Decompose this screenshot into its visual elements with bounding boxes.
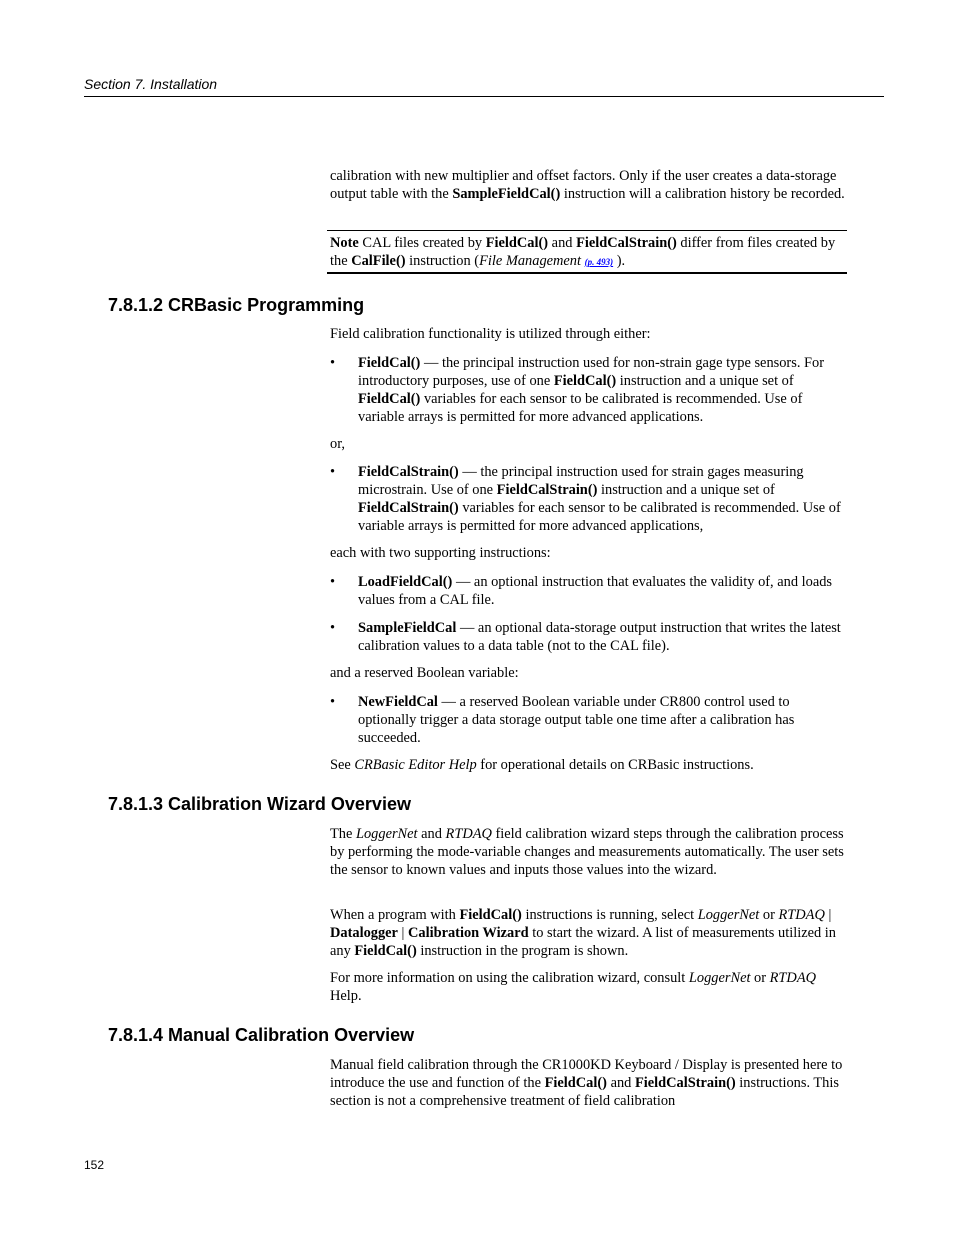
paragraph-bold: FieldCal() [354,943,417,959]
paragraph [330,825,846,879]
paragraph-bold: FieldCal() [544,1075,607,1091]
paragraph [330,756,846,774]
list-item [330,354,846,426]
note-box [327,230,847,274]
section-heading-manual: 7.8.1.4 Manual Calibration Overview [108,1025,415,1045]
paragraph [330,906,846,960]
note-label: Note [330,235,359,251]
bullet-icon: • [330,694,336,710]
paragraph-text: and [417,826,446,842]
paragraph-bold: Calibration Wizard [408,925,529,941]
section-label: Section 7. Installation [84,76,218,92]
note-text: differ from files created by the [330,235,836,269]
section-heading-wizard: 7.8.1.3 Calibration Wizard Overview [108,794,411,814]
page-reference-link[interactable]: (p. 493) [584,257,614,267]
item-text: variables for each sensor to be calibrated is recommended. Use of variable arrays is permitted for more advanced applications, [358,500,841,534]
bullet-icon: • [330,620,336,636]
paragraph-italic: RTDAQ [778,907,825,923]
list-item [330,463,846,535]
paragraph-bold: FieldCal() [459,907,522,923]
bullet-icon: • [330,574,336,590]
paragraph-text: or [750,970,770,986]
paragraph-text: each with two supporting instructions: [330,545,551,561]
paragraph-italic: CRBasic Editor Help [354,757,477,773]
paragraph-text: | [397,925,409,941]
running-header [84,76,884,97]
paragraph-italic: RTDAQ [445,826,492,842]
item-text: — an optional data-storage output instruction that writes the latest calibration values to a data table (not to the CAL file). [358,620,841,654]
bullet-icon: • [330,355,336,371]
paragraph-text: instructions. This section is not a comprehensive treatment of field calibration [330,1075,839,1109]
item-text: — an optional instruction that evaluates the validity of, and loads values from a CAL file. [358,574,833,608]
intro-text-1: calibration with new multiplier and offset factors. Only if the user creates a data-storage output table with the [330,168,837,202]
paragraph [330,969,846,1005]
note-bold: FieldCal() [485,235,549,251]
paragraph-text: and a reserved Boolean variable: [330,665,519,681]
paragraph-text: Field calibration functionality is utilized through either: [330,326,651,342]
paragraph-text: for operational details on CRBasic instructions. [476,757,754,773]
paragraph-text: field calibration wizard steps through the calibration process by performing the mode-variable changes and measurements automatically. The user sets the sensor to known values and inputs those values into the wizard. [330,826,844,878]
item-bold: FieldCalStrain() [358,500,459,516]
note-italic: File Management [479,253,581,269]
paragraph-text: When a program with [330,907,460,923]
note-text: and [548,235,577,251]
item-bold: FieldCal() [358,355,421,371]
paragraph-text: or [759,907,779,923]
item-bold: LoadFieldCal() [358,574,453,590]
bullet-icon: • [330,464,336,480]
note-bold: CalFile() [351,253,406,269]
paragraph [330,544,846,562]
paragraph-italic: LoggerNet [355,826,418,842]
note-text: ). [613,253,626,269]
section-heading-crbasic: 7.8.1.2 CRBasic Programming [108,295,365,315]
list-item [330,693,846,747]
paragraph [330,325,846,343]
paragraph-text: For more information on using the calibration wizard, consult [330,970,689,986]
paragraph-italic: LoggerNet [688,970,751,986]
item-text: — the principal instruction used for non-strain gage type sensors. For introductory purposes, use of one [358,355,825,389]
intro-text-2: instruction will a calibration history be recorded. [560,186,845,202]
item-text: instruction and a unique set of [616,373,794,389]
item-bold: NewFieldCal [358,694,438,710]
item-text: — a reserved Boolean variable under CR800 control used to optionally trigger a data storage output table one time after a calibration has succeeded. [358,694,795,746]
intro-paragraph [330,167,846,203]
item-text: — the principal instruction used for strain gages measuring microstrain. Use of one [358,464,804,498]
item-text: variables for each sensor to be calibrated is recommended. Use of variable arrays is permitted for more advanced applications. [358,391,803,425]
paragraph-text: to start the wizard. A list of measurements utilized in any [330,925,836,959]
item-bold: SampleFieldCal [358,620,457,636]
paragraph-italic: RTDAQ [769,970,817,986]
paragraph-text: or, [330,436,346,452]
paragraph-italic: LoggerNet [697,907,760,923]
paragraph-text: See [330,757,355,773]
paragraph-text: Manual field calibration through the CR1000KD Keyboard / Display is presented here to introduce the use and function of the [330,1057,843,1091]
item-bold: FieldCal() [553,373,617,389]
paragraph [330,1056,846,1110]
list-item [330,573,846,609]
paragraph-text: instructions is running, select [521,907,698,923]
paragraph-text: and [606,1075,635,1091]
list-item [330,619,846,655]
note-text: instruction ( [405,253,480,269]
paragraph [330,435,846,453]
paragraph-text: instruction in the program is shown. [416,943,629,959]
paragraph-bold: Datalogger [330,925,398,941]
item-bold: FieldCal() [358,391,421,407]
paragraph-text: Help. [330,988,362,1004]
item-bold: FieldCalStrain() [496,482,598,498]
note-bold: FieldCalStrain() [576,235,677,251]
note-text: CAL files created by [358,235,486,251]
paragraph-text: The [330,826,356,842]
paragraph-bold: FieldCalStrain() [634,1075,736,1091]
paragraph-text: | [824,907,832,923]
item-bold: FieldCalStrain() [358,464,459,480]
paragraph [330,664,846,682]
item-text: instruction and a unique set of [597,482,775,498]
page-number: 152 [84,1158,105,1172]
intro-bold: SampleFieldCal() [452,186,561,202]
